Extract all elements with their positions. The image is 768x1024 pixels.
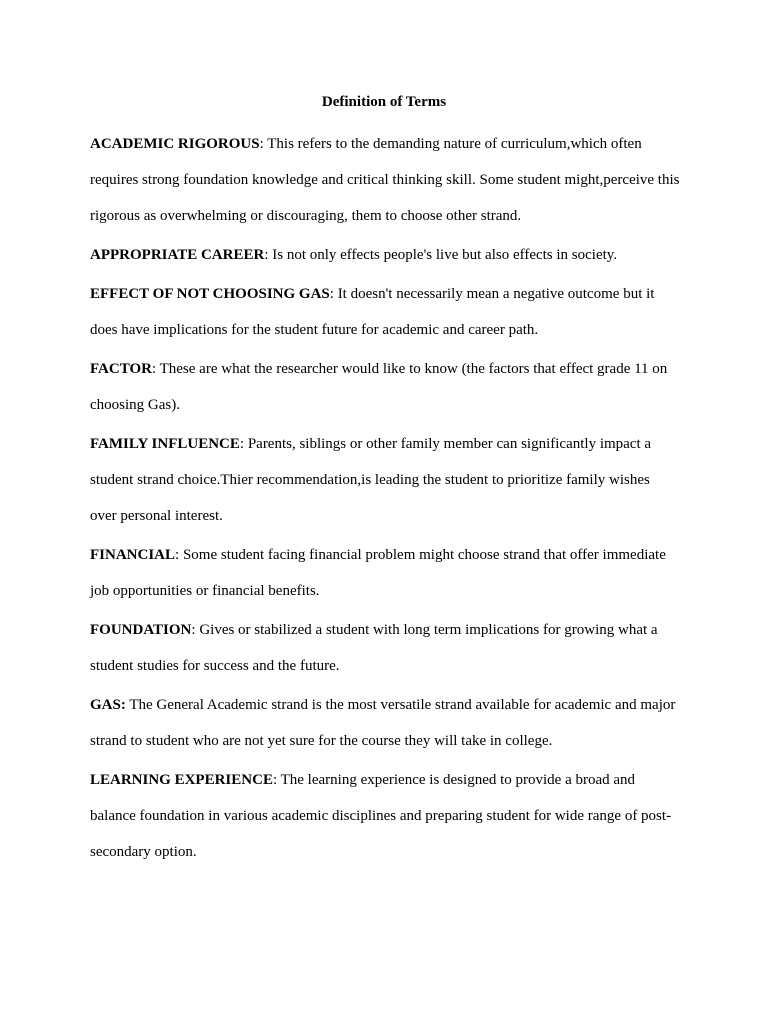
term-separator: : <box>264 247 269 263</box>
term-academic-rigorous <box>90 126 680 234</box>
term-definition: These are what the researcher would like to know (the factors that effect grade 11 on choosing Gas). <box>90 361 668 413</box>
term-name: EFFECT OF NOT CHOOSING GAS <box>90 286 330 302</box>
term-separator: : <box>259 136 264 152</box>
term-foundation <box>90 612 680 684</box>
term-separator: : <box>329 286 334 302</box>
term-definition: This refers to the demanding nature of curriculum,which often requires strong foundation knowledge and critical thinking skill. Some student might,perceive this rigorous as overwhelming or discouraging, them to choose other strand. <box>90 136 680 224</box>
term-name: FINANCIAL <box>90 547 176 563</box>
term-learning-experience <box>90 762 680 870</box>
page-title: Definition of Terms <box>321 94 447 110</box>
term-definition: Parents, siblings or other family member can significantly impact a student strand choice.Thier recommendation,is leading the student to prioritize family wishes over personal interest. <box>90 436 652 524</box>
term-separator: : <box>239 436 245 452</box>
term-name: GAS: <box>90 697 126 713</box>
term-separator: : <box>151 361 157 377</box>
term-separator: : <box>272 772 278 788</box>
term-definition: The General Academic strand is the most versatile strand available for academic and major strand to student who are not yet sure for the course they will take in college. <box>90 697 676 749</box>
terms-list <box>90 126 680 873</box>
term-definition: It doesn't necessarily mean a negative outcome but it does have implications for the student future for academic and career path. <box>90 286 655 338</box>
term-family-influence <box>90 426 680 534</box>
term-appropriate-career <box>90 237 680 273</box>
term-definition: Some student facing financial problem might choose strand that offer immediate job opportunities or financial benefits. <box>90 547 666 599</box>
term-effect-of-not-choosing-gas <box>90 276 680 348</box>
term-definition: The learning experience is designed to provide a broad and balance foundation in various academic disciplines and preparing student for wide range of post-secondary option. <box>90 772 672 860</box>
term-name: FACTOR <box>90 361 152 377</box>
term-financial <box>90 537 680 609</box>
term-gas <box>90 687 680 759</box>
term-definition: Gives or stabilized a student with long term implications for growing what a student studies for success and the future. <box>90 622 658 674</box>
term-definition: Is not only effects people's live but also effects in society. <box>268 247 618 263</box>
term-name: FAMILY INFLUENCE <box>90 436 240 452</box>
term-factor <box>90 351 680 423</box>
term-separator: : <box>191 622 196 638</box>
term-separator: : <box>175 547 180 563</box>
term-name: LEARNING EXPERIENCE <box>90 772 273 788</box>
term-name: ACADEMIC RIGOROUS <box>90 136 260 152</box>
term-name: APPROPRIATE CAREER <box>90 247 265 263</box>
term-name: FOUNDATION <box>90 622 192 638</box>
